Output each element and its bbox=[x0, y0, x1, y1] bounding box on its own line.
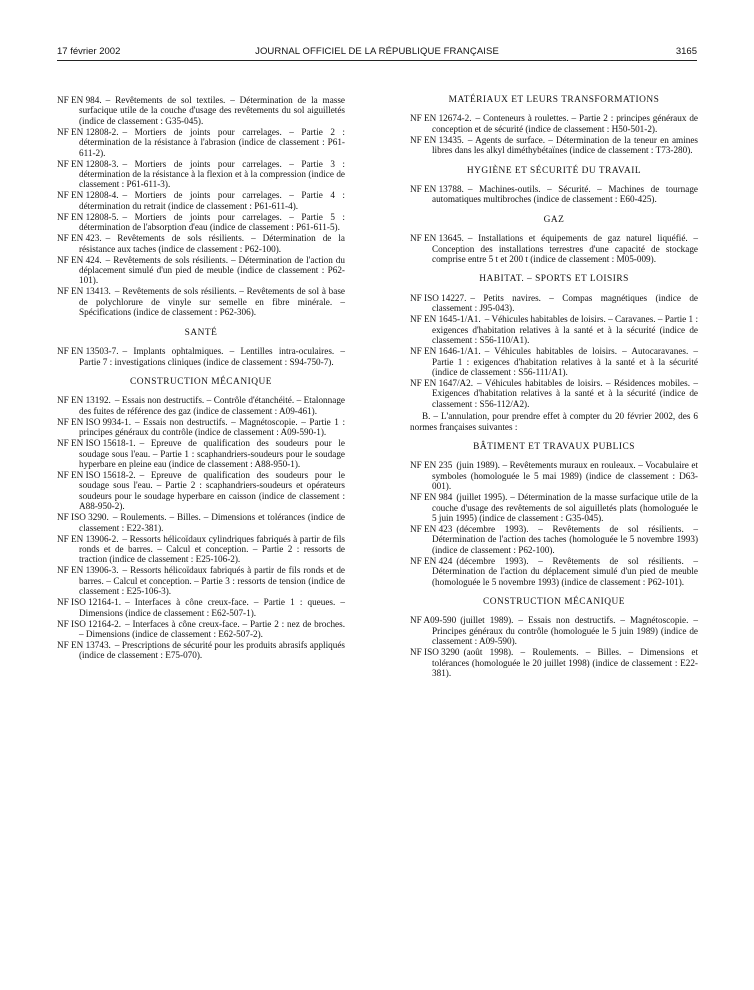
norm-code: NF EN 984. bbox=[57, 95, 102, 105]
norm-code: NF EN 12808-3. bbox=[57, 158, 119, 169]
norm-description: – Mortiers de joints pour carrelages. – Partie 5 : détermination de l'absorption d'eau (indice de classement : P61-611-5). bbox=[79, 211, 345, 233]
norm-entry bbox=[410, 135, 698, 156]
norm-entry bbox=[57, 640, 345, 661]
norm-code: NF EN 13906-2. bbox=[57, 533, 119, 544]
entry-list bbox=[410, 460, 698, 587]
norm-code: NF EN 424. bbox=[57, 254, 102, 265]
norm-entry bbox=[57, 395, 345, 416]
norm-entry bbox=[410, 378, 698, 409]
norm-code: NF EN 13413. bbox=[57, 286, 111, 297]
section-title: HYGIÈNE ET SÉCURITÉ DU TRAVAIL bbox=[466, 165, 642, 176]
norm-entry bbox=[57, 212, 345, 233]
norm-description: – Implants ophtalmiques. – Lentilles intra-oculaires. – Partie 7 : investigations cliniques (indice de classement : S94-750-7). bbox=[79, 346, 345, 367]
norm-entry bbox=[57, 286, 345, 317]
norm-entry bbox=[410, 233, 698, 264]
norm-code: NF EN 235 bbox=[410, 460, 453, 471]
norm-entry bbox=[57, 534, 345, 565]
norm-description: – Revêtements de sols résilients. – Détermination de la résistance aux taches (indice de classement : P62-100). bbox=[79, 233, 345, 254]
header-date: 17 février 2002 bbox=[57, 46, 121, 57]
norm-code: NF ISO 12164-2. bbox=[57, 618, 122, 629]
norm-description: – Essais non destructifs. – Contrôle d'étanchéité. – Etalonnage des fuites de référence des gaz (indice de classement : A09-461). bbox=[79, 395, 345, 416]
norm-entry bbox=[410, 615, 698, 646]
norm-description: (juin 1989). – Revêtements muraux en rouleaux. – Vocabulaire et symboles (homologuée le 5 mai 1989) (indice de classement : D63-001). bbox=[432, 460, 698, 492]
norm-entry bbox=[57, 619, 345, 640]
norm-description: – Mortiers de joints pour carrelages. – Partie 2 : détermination de la résistance à l'abrasion (indice de classement : P61-611-2). bbox=[79, 126, 345, 158]
norm-description: – Véhicules habitables de loisirs. – Caravanes. – Partie 1 : exigences d'habitation relatives à la santé et à la sécurité (indice de classement : S56-110/A1). bbox=[432, 314, 698, 346]
norm-description: (août 1998). – Roulements. – Billes. – Dimensions et tolérances (homologuée le 20 juillet 1998) (indice de classement : E22-381). bbox=[432, 647, 698, 679]
norm-entry bbox=[410, 184, 698, 205]
norm-entry bbox=[410, 314, 698, 345]
norm-code: NF EN ISO 15618-1. bbox=[57, 438, 136, 449]
header-rule bbox=[57, 60, 697, 61]
norm-description: – Revêtements de sols résilients. – Détermination de l'action du déplacement simulé d'un pied de meuble (indice de classement : P62-101). bbox=[79, 254, 345, 286]
norm-entry bbox=[57, 255, 345, 286]
norm-description: – Véhicules habitables de loisirs. – Autocaravanes. – Partie 1 : exigences d'habitation relatives à la santé et à la sécurité (indice de classement : S56-111/A1). bbox=[432, 346, 698, 377]
norm-code: NF EN 1645-1/A1. bbox=[410, 314, 481, 325]
norm-description: – Agents de surface. – Détermination de la teneur en amines libres dans les alkyl diméthybétaïnes (indice de classement : T73-280). bbox=[432, 134, 698, 156]
norm-description: (décembre 1993). – Revêtements de sol résilients. – Détermination de l'action du déplacement simulé d'un pied de meuble (homologuée le 5 novembre 1993) (indice de classement : P62-101). bbox=[432, 555, 698, 587]
entry-list bbox=[410, 113, 698, 155]
entry-list bbox=[57, 346, 345, 367]
norm-description: (décembre 1993). – Revêtements de sol résilients. – Détermination de l'action des taches (homologuée le 5 novembre 1993) (indice de classement : P62-100). bbox=[432, 523, 698, 555]
norm-description: – Prescriptions de sécurité pour les produits abrasifs appliqués (indice de classement : E75-070). bbox=[79, 640, 345, 661]
norm-description: – Revêtements de sol textiles. – Détermination de la masse surfacique utile de la couche d'usage des revêtements du sol aiguilletés (indice de classement : G35-045). bbox=[79, 95, 345, 126]
norm-description: (juillet 1989). – Essais non destructifs. – Magnétoscopie. – Principes généraux du contrôle (homologuée le 5 juin 1989) (indice de classement : A09-590). bbox=[432, 615, 698, 647]
norm-entry bbox=[410, 113, 698, 134]
norm-entry bbox=[57, 127, 345, 158]
norm-description: – Mortiers de joints pour carrelages. – Partie 3 : détermination de la résistance à la flexion et à la compression (indice de classement : P61-611-3). bbox=[79, 158, 345, 190]
entry-list bbox=[57, 395, 345, 661]
norm-entry bbox=[57, 470, 345, 512]
page-number: 3165 bbox=[675, 46, 697, 57]
entry-list bbox=[57, 95, 345, 318]
norm-entry bbox=[410, 346, 698, 377]
norm-entry bbox=[410, 556, 698, 587]
norm-description: – Installations et équipements de gaz naturel liquéfié. – Conception des installations terrestres d'une capacité de stockage comprise entre 5 t et 200 t (indice de classement : M05-009). bbox=[432, 233, 698, 265]
norm-code: NF EN ISO 15618-2. bbox=[57, 469, 136, 480]
norm-code: NF EN 423. bbox=[57, 233, 102, 244]
section-title: CONSTRUCTION MÉCANIQUE bbox=[130, 376, 272, 387]
norm-code: NF EN 13192. bbox=[57, 395, 111, 406]
norm-description: – Ressorts hélicoïdaux fabriqués à partir de fils ronds et de barres. – Calcul et conception. – Partie 3 : ressorts de tension (indice de classement : E25-106-3). bbox=[79, 565, 345, 597]
norm-code: NF ISO 3290. bbox=[57, 512, 109, 523]
page-header bbox=[57, 46, 697, 60]
norm-description: – Interfaces à cône creux-face. – Partie 1 : queues. – Dimensions (indice de classement : E62-507-1). bbox=[79, 597, 345, 618]
section-title: BÂTIMENT ET TRAVAUX PUBLICS bbox=[473, 441, 635, 452]
section-title: MATÉRIAUX ET LEURS TRANSFORMATIONS bbox=[448, 95, 660, 105]
norm-description: – Ressorts hélicoïdaux cylindriques fabriqués à partir de fils ronds et de barres. – Calcul et conception. – Partie 2 : ressorts de traction (indice de classement : E25-106-2). bbox=[79, 533, 345, 565]
section-title: SANTÉ bbox=[184, 327, 218, 338]
norm-description: – Petits navires. – Compas magnétiques (indice de classement : J95-043). bbox=[432, 292, 698, 314]
norm-entry bbox=[57, 512, 345, 533]
norm-entry bbox=[410, 492, 698, 523]
norm-entry bbox=[57, 233, 345, 254]
section-title: CONSTRUCTION MÉCANIQUE bbox=[483, 597, 625, 607]
entry-list bbox=[410, 615, 698, 678]
norm-description: – Epreuve de qualification des soudeurs pour le soudage sous l'eau. – Partie 2 : scaphandriers-soudeurs et opérateurs soudeurs pour le soudage hyperbare en caisson (indice de classement : A88-950-2). bbox=[79, 469, 345, 512]
norm-code: NF ISO 14227. bbox=[410, 292, 467, 303]
norm-code: NF EN 1647/A2. bbox=[410, 377, 474, 388]
norm-code: NF EN 12808-2. bbox=[57, 126, 119, 137]
norm-code: NF EN 984 bbox=[410, 492, 453, 503]
norm-description: – Epreuve de qualification des soudeurs pour le soudage sous l'eau. – Partie 1 : scaphandriers-soudeurs pour le soudage hyperbare en pleine eau (indice de classement : A88-950-1). bbox=[79, 438, 345, 469]
norm-entry bbox=[57, 565, 345, 596]
norm-description: – Machines-outils. – Sécurité. – Machines de tournage automatiques multibroches (indice de classement : E60-425). bbox=[432, 184, 698, 205]
norm-code: NF EN 12808-5. bbox=[57, 211, 119, 222]
norm-code: NF EN 13906-3. bbox=[57, 565, 119, 576]
norm-description: – Mortiers de joints pour carrelages. – Partie 4 : détermination du retrait (indice de classement : P61-611-4). bbox=[79, 190, 345, 211]
norm-description: (juillet 1995). – Détermination de la masse surfacique utile de la couche d'usage des revêtements de sol aiguilletés plats (homologuée le 5 juin 1995) (indice de classement : G35-045). bbox=[432, 492, 698, 523]
norm-description: – Interfaces à cône creux-face. – Partie 2 : nez de broches. – Dimensions (indice de classement : E62-507-2). bbox=[79, 618, 345, 639]
norm-entry bbox=[57, 417, 345, 438]
entry-list bbox=[410, 233, 698, 264]
norm-description: – Roulements. – Billes. – Dimensions et tolérances (indice de classement : E22-381). bbox=[79, 512, 345, 533]
norm-code: NF EN 13788. bbox=[410, 184, 464, 195]
norm-code: NF EN 423 bbox=[410, 523, 453, 534]
entry-list bbox=[410, 184, 698, 205]
norm-code: NF EN 13645. bbox=[410, 233, 464, 244]
norm-code: NF A09-590 bbox=[410, 615, 457, 626]
norm-code: NF EN 13503-7. bbox=[57, 346, 119, 357]
norm-code: NF EN 13435. bbox=[410, 134, 464, 145]
norm-entry bbox=[57, 597, 345, 618]
annulation-paragraph: B. – L'annulation, pour prendre effet à compter du 20 février 2002, des 6 normes françaises suivantes : bbox=[410, 411, 698, 432]
journal-title: JOURNAL OFFICIEL DE LA RÉPUBLIQUE FRANÇAISE bbox=[255, 46, 499, 57]
norm-entry bbox=[410, 524, 698, 555]
norm-description: – Véhicules habitables de loisirs. – Résidences mobiles. – Exigences d'habitation relatives à la santé et à la sécurité (indice de classement : S56-112/A2). bbox=[432, 377, 698, 409]
norm-description: – Essais non destructifs. – Magnétoscopie. – Partie 1 : principes généraux du contrôle (indice de classement : A09-590-1). bbox=[79, 416, 345, 438]
norm-entry bbox=[410, 647, 698, 678]
section-title: GAZ bbox=[543, 214, 565, 225]
norm-code: NF EN ISO 9934-1. bbox=[57, 416, 132, 427]
norm-description: – Revêtements de sols résilients. – Revêtements de sol à base de polychlorure de vinyle sur semelle en fibre minérale. – Spécifications (indice de classement : P62-306). bbox=[79, 286, 345, 318]
norm-entry bbox=[57, 346, 345, 367]
norm-code: NF ISO 3290 bbox=[410, 647, 460, 658]
norm-entry bbox=[57, 438, 345, 469]
norm-code: NF EN 13743. bbox=[57, 640, 111, 650]
norm-code: NF EN 12808-4. bbox=[57, 190, 119, 201]
norm-code: NF ISO 12164-1. bbox=[57, 597, 122, 608]
right-column bbox=[410, 95, 698, 679]
norm-code: NF EN 1646-1/A1. bbox=[410, 346, 481, 357]
norm-entry bbox=[57, 95, 345, 126]
section-title: HABITAT. – SPORTS ET LOISIRS bbox=[479, 274, 629, 285]
left-column bbox=[57, 95, 345, 661]
norm-entry bbox=[57, 190, 345, 211]
norm-code: NF EN 424 bbox=[410, 555, 453, 566]
norm-entry bbox=[410, 460, 698, 491]
entry-list bbox=[410, 293, 698, 409]
norm-description: – Conteneurs à roulettes. – Partie 2 : principes généraux de conception et de sécurité (indice de classement : H50-501-2). bbox=[432, 113, 698, 134]
norm-code: NF EN 12674-2. bbox=[410, 113, 472, 124]
norm-entry bbox=[410, 293, 698, 314]
norm-entry bbox=[57, 159, 345, 190]
